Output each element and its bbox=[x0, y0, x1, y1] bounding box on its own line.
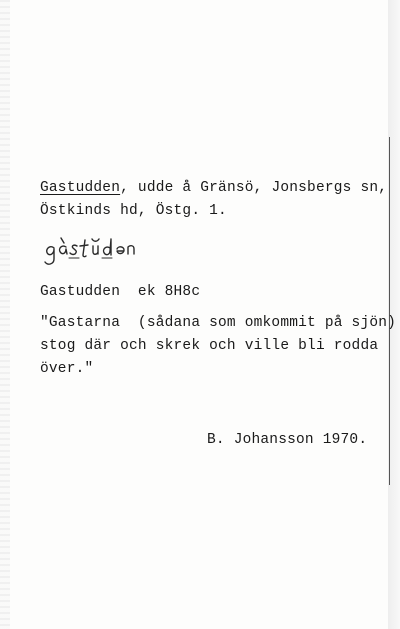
entry-location: , udde å Gränsö, Jonsbergs sn, bbox=[120, 180, 388, 196]
margin-line bbox=[389, 137, 390, 485]
headword: Gastudden bbox=[40, 180, 121, 196]
quote-line-1: "Gastarna (sådana som omkommit på sjön) bbox=[40, 315, 397, 331]
signature: B. Johansson 1970. bbox=[207, 432, 368, 448]
handwritten-pronunciation bbox=[44, 228, 184, 268]
quote-line-3: över." bbox=[40, 361, 94, 377]
phonetic-text: gàstǔdən bbox=[44, 228, 49, 229]
entry-line-1 bbox=[40, 180, 387, 196]
card-left-edge bbox=[0, 0, 10, 629]
classification: Gastudden ek 8H8c bbox=[40, 284, 201, 300]
quote-line-2: stog där och skrek och ville bli rodda bbox=[40, 338, 379, 354]
entry-line-2: Östkinds hd, Östg. 1. bbox=[40, 203, 227, 219]
